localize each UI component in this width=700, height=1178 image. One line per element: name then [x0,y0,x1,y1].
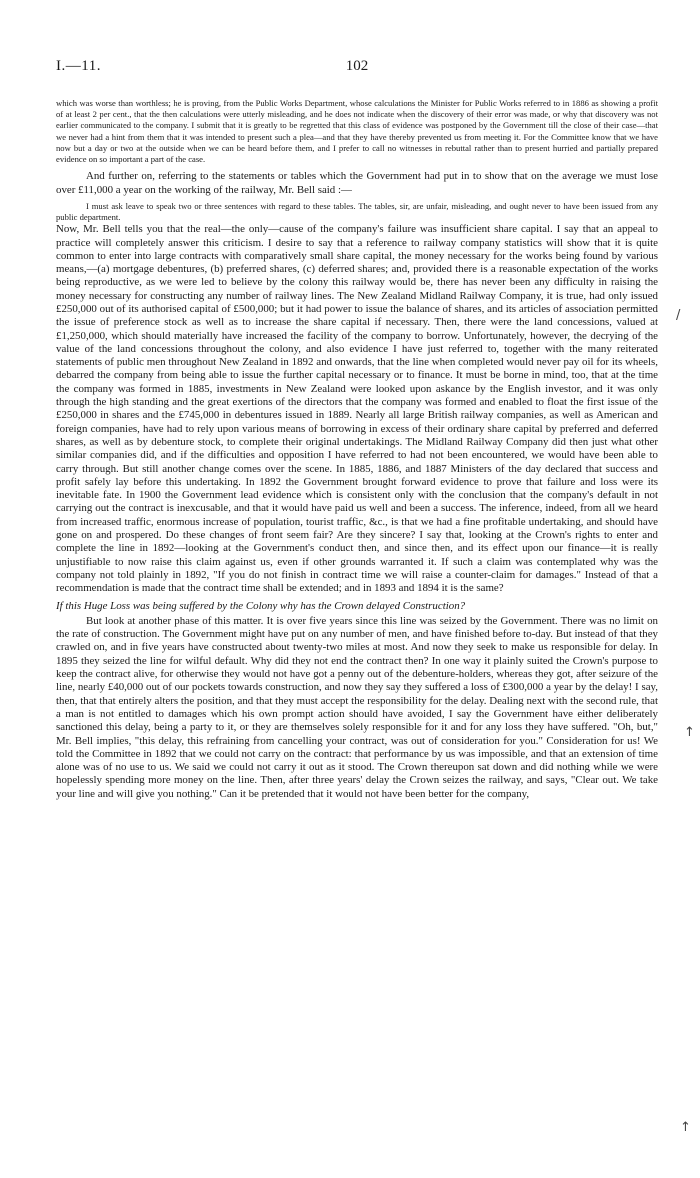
paragraph-share-capital: Now, Mr. Bell tells you that the real—the only—cause of the company's failure was insufficient share capital. I say that an appeal to practice will completely answer this criticism. I desire to say that a reference to railway company statistics will show that it is quite common to enter into large contracts with comparatively small share capital, the money necessary for the works being found by various means,—(a) mortgage debentures, (b) preferred shares, (c) deferred shares; and, provided there is a reasonable expectation of the works being reproductive, as we were led to believe by the colony this railway would be, there has never been any difficulty in raising the money necessary for constructing any number of railway lines. The New Zealand Midland Railway Company, it is true, had only issued £250,000 out of its authorised capital of £500,000; but it had power to issue the balance of shares, and its articles of association permitted the issue of preference stock as well as to increase the share capital if necessary. Then, there were the land concessions, valued at £1,250,000, which should materially have increased the facility of the company to borrow. Unfortunately, however, the decrying of the value of the land concessions throughout the colony, and also evidence I have just referred to, together with the many reiterated statements of public men throughout New Zealand in 1892 and onwards, that the line when completed would never pay oil for its wheels, debarred the company from being able to issue the further capital necessary or to finance. It must be borne in mind, too, that at the time the company was formed in 1885, investments in New Zealand were looked upon askance by the English investor, and it was only through the high standing and the great exertions of the directors that the company was formed and enabled to float the first issue of the £250,000 in shares and the £745,000 in debentures issued in 1889. Nearly all large British railway companies, as well as American and foreign companies, have had to rely upon various means of borrowing in excess of their ordinary share capital by preferred and deferred shares, as well as by debenture stock, to complete their original undertakings. The Midland Railway Company did then just what other similar companies did, and if the difficulties and opposition I have referred to had not been encountered, we would have been able to carry through. But still another change comes over the scene. In 1885, 1886, and 1887 Ministers of the day declared that success and profit safely lay before this undertaking. In 1892 the Government brought forward evidence to prove that failure and loss were its inevitable fate. In 1900 the Government lead evidence which is consistent only with the conclusion that the company's default in not carrying out the contract is inexcusable, and that it would have paid us well and been a success. The inference, indeed, from all we heard from increased traffic, enormous increase of population, tourist traffic, &c., is that we had a fine profitable undertaking, and should have gone on and prospered. Do these changes of front seem fair? Are they sincere? I say that, looking at the Crown's rights to enter and complete the line in 1892—looking at the Government's conduct then, and since then, and its effect upon our finance—it is really unjustifiable to now raise this claim against us, even if other grounds warranted it. If such a claim was contemplated why was the company not told plainly in 1892, "If you do not finish in contract time we will raise a counter-claim for damages." Instead of that a recommendation is made that the contract time shall be extended; and in 1893 and 1894 it is the same? [56,223,658,595]
margin-mark-icon: ↑ [684,725,695,740]
document-reference: I.—11. [56,58,101,74]
page-number: 102 [345,58,369,74]
margin-mark-icon: ↑ [680,1120,691,1135]
margin-mark-icon: / [676,308,681,323]
section-heading: If this Huge Loss was being suffered by the Colony why has the Crown delayed Construction? [56,599,466,612]
paragraph-delay: But look at another phase of this matter. It is over five years since this line was seized by the Government. There was no limit on the rate of construction. The Government might have put on any number of men, and have finished before to-day. But instead of that they crawled on, and in five years have constructed about twenty-two miles at most. And now they seek to make us responsible for delay. In 1895 they seized the line for wilful default. Why did they not end the contract then? In one way it plainly suited the Crown's purpose to keep the contract alive, for otherwise they would not have got a penny out of the debenture-holders, whereas they got, after seizure of the line, nearly £40,000 out of our pockets towards construction, and now they say they suffered a loss of £300,000 a year by the delay! I say, then, that that entirely alters the position, and that they must accept the responsibility for the delay. Dealing next with the second rule, that a man is not entitled to damages which his own prompt action should have avoided, I say the Government have either deliberately sanctioned this delay, being a party to it, or they are themselves solely responsible for it and for any loss they have suffered. "Oh, but," Mr. Bell implies, "this delay, this refraining from cancelling your contract, was out of consideration for you." Consideration for us! We told the Committee in 1892 that we could not carry on the contract: that performance by us was impossible, and that an extension of time alone was of no use to us. We said we could not carry it out as it stood. The Crown thereupon sat down and did nothing while we were hopelessly spending more money on the line. Then, after three years' delay the Crown seizes the railway, and says, "Clear out. We take your line and will give you nothing." Can it be pretended that it would not have been better for the company, [56,614,658,800]
paragraph-further-on: And further on, referring to the statements or tables which the Government had put in to show that on the average we must lose over £11,000 a year on the working of the railway, Mr. Bell said :— [56,170,658,196]
page-header [56,58,658,98]
quoted-paragraph-tables: I must ask leave to speak two or three sentences with regard to these tables. The tables, sir, are unfair, misleading, and ought never to have been issued from any public department. [56,200,658,223]
quoted-paragraph-evidence: which was worse than worthless; he is proving, from the Public Works Department, whose calculations the Minister for Public Works referred to in 1886 as showing a profit of at least 2 per cent., that the then calculations were utterly misleading, and he does not indicate when the discovery of their error was made, or why that discovery was not earlier communicated to the company. I submit that it is greatly to be regretted that this class of evidence was postponed by the Government till the close of their case—that we never had a hint from them that it was intended to present such a plea—and that they have thereby prevented us from meeting it. For the Committee know that we have now but a day or two at the outside when we can be heard before them, and I prefer to call no witnesses in rebuttal rather than to present hurried and partially prepared evidence on so important a part of the case. [56,98,658,165]
